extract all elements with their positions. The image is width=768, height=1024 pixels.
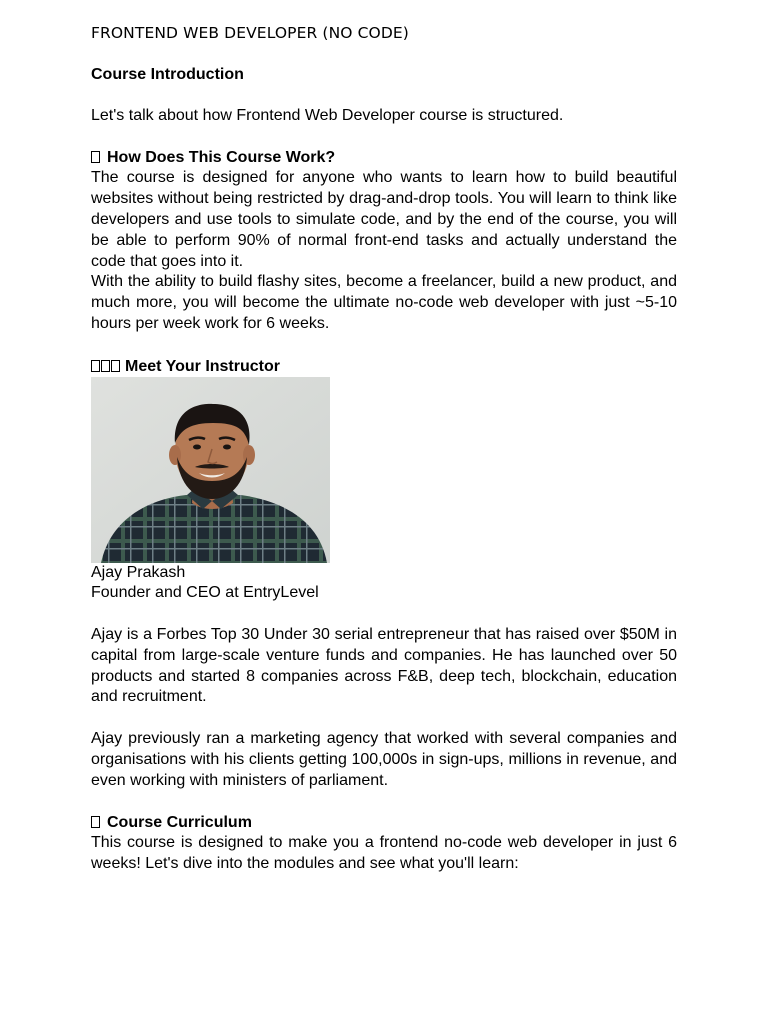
spacer bbox=[91, 604, 677, 625]
instructor-heading: Meet Your Instructor bbox=[125, 357, 280, 375]
spacer bbox=[91, 335, 677, 356]
placeholder-glyph-icon bbox=[91, 358, 121, 375]
missing-glyph-box-icon bbox=[91, 816, 100, 828]
how-paragraph-1: The course is designed for anyone who wants to learn how to build beautiful websites without being restricted by drag-and-drop tools. You will learn to think like developers and use tools to simulate code, and by the end of the course, you will be able to perform 90% of normal front-end tasks and actually understand the code that goes into it. bbox=[91, 169, 677, 270]
missing-glyph-box-icon bbox=[91, 151, 100, 163]
document-title: FRONTEND WEB DEVELOPER (NO CODE) bbox=[91, 24, 409, 42]
instructor-photo bbox=[91, 377, 330, 563]
missing-glyph-box-icon bbox=[101, 360, 110, 372]
instructor-name: Ajay Prakash bbox=[91, 563, 186, 581]
instructor-heading-row bbox=[91, 356, 677, 377]
how-heading-row bbox=[91, 147, 677, 168]
spacer bbox=[91, 791, 677, 812]
intro-heading: Course Introduction bbox=[91, 66, 244, 83]
document-page bbox=[91, 22, 677, 875]
missing-glyph-box-icon bbox=[91, 360, 100, 372]
spacer bbox=[91, 85, 677, 106]
spacer bbox=[91, 708, 677, 729]
intro-text: Let's talk about how Frontend Web Developer course is structured. bbox=[91, 106, 564, 124]
curriculum-text: This course is designed to make you a frontend no-code web developer in just 6 weeks! Let's dive into the modules and see what you'll learn: bbox=[91, 834, 677, 872]
bio-paragraph-2: Ajay previously ran a marketing agency that worked with several companies and organisations with his clients getting 100,000s in sign-ups, millions in revenue, and even working with ministers of parliament. bbox=[91, 729, 677, 789]
instructor-role: Founder and CEO at EntryLevel bbox=[91, 584, 319, 602]
curriculum-heading: Course Curriculum bbox=[107, 814, 252, 832]
how-heading: How Does This Course Work? bbox=[107, 149, 336, 167]
bio-paragraph-1: Ajay is a Forbes Top 30 Under 30 serial entrepreneur that has raised over $50M in capital from large-scale venture funds and companies. He has launched over 50 products and started 8 companies across F&B, deep tech, blockchain, education and recruitment. bbox=[91, 625, 677, 706]
missing-glyph-box-icon bbox=[111, 360, 120, 372]
placeholder-glyph-icon bbox=[91, 814, 101, 831]
placeholder-glyph-icon bbox=[91, 149, 101, 166]
curriculum-heading-row bbox=[91, 812, 677, 833]
spacer bbox=[91, 127, 677, 148]
how-paragraph-2: With the ability to build flashy sites, become a freelancer, build a new product, and much more, you will become the ultimate no-code web developer with just ~5-10 hours per week work for 6 weeks. bbox=[91, 273, 677, 332]
